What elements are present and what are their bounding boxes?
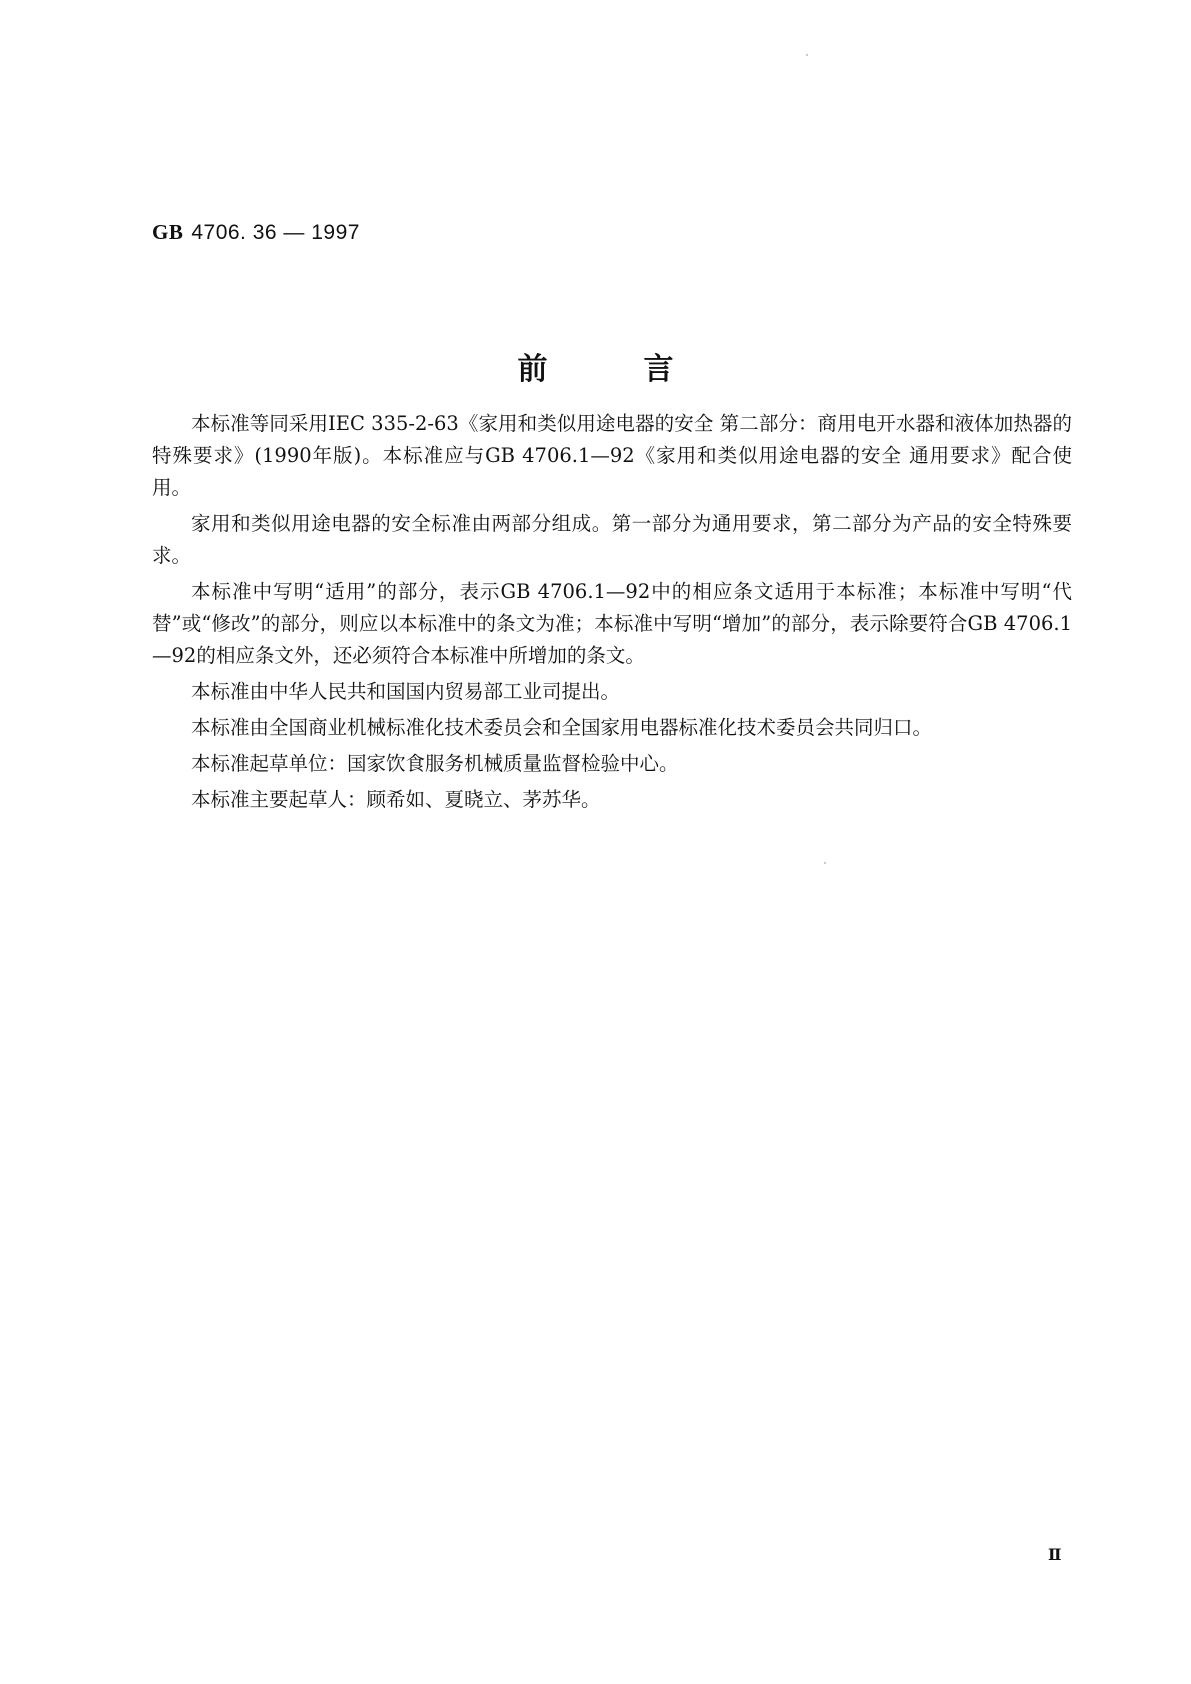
paragraph: 本标准中写明“适用”的部分，表示GB 4706.1—92中的相应条文适用于本标准；本标准中写明“代替”或“修改”的部分，则应以本标准中的条文为准；本标准中写明“增加”的部分，表示除要符合GB 4706.1—92的相应条文外，还必须符合本标准中所增加的条文。 bbox=[152, 580, 1072, 667]
paragraph: 本标准由全国商业机械标准化技术委员会和全国家用电器标准化技术委员会共同归口。 bbox=[191, 716, 933, 739]
standard-code bbox=[152, 220, 360, 245]
page-number: Ⅱ bbox=[1048, 1547, 1062, 1564]
paragraph: 家用和类似用途电器的安全标准由两部分组成。第一部分为通用要求，第二部分为产品的安全特殊要求。 bbox=[152, 512, 1072, 567]
scan-speck bbox=[824, 862, 826, 864]
paragraph: 本标准起草单位：国家饮食服务机械质量监督检验中心。 bbox=[191, 752, 679, 775]
page-title: 前言 bbox=[517, 352, 770, 387]
scan-speck bbox=[806, 54, 808, 56]
standard-prefix: GB bbox=[152, 220, 184, 244]
standard-number: 4706. 36 — 1997 bbox=[191, 221, 360, 244]
paragraph: 本标准等同采用IEC 335-2-63《家用和类似用途电器的安全 第二部分：商用电开水器和液体加热器的特殊要求》(1990年版)。本标准应与GB 4706.1—92《家用和类似用途电器的安全 通用要求》配合使用。 bbox=[152, 412, 1072, 499]
paragraph: 本标准由中华人民共和国国内贸易部工业司提出。 bbox=[191, 680, 621, 703]
foreword-body bbox=[152, 408, 1072, 820]
paragraph: 本标准主要起草人：顾希如、夏晓立、茅苏华。 bbox=[191, 788, 601, 811]
